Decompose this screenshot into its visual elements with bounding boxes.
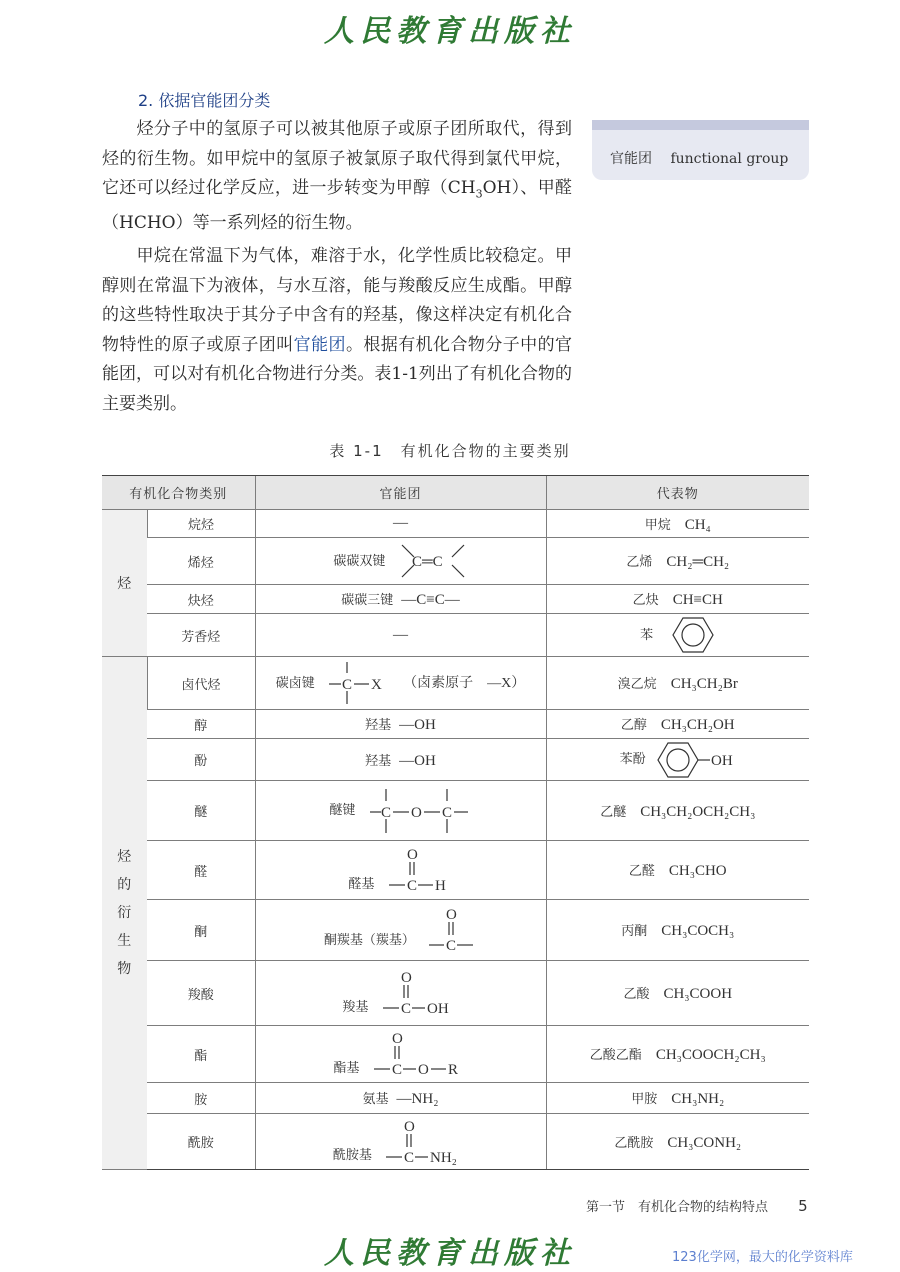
- category-cell: 酯: [147, 1026, 255, 1083]
- category-cell: 醛: [147, 841, 255, 900]
- footer-section-title: 第一节 有机化合物的结构特点: [586, 1200, 769, 1215]
- category-cell: 酰胺: [147, 1114, 255, 1170]
- group-hydrocarbon-derivative: 烃 的 衍 生 物: [102, 657, 147, 1170]
- ether-bond-structure: [368, 786, 472, 836]
- representative-cell: 甲胺 CH₃NH₂: [546, 1083, 809, 1114]
- table-header-row: [102, 476, 809, 510]
- section-title: 2. 依据官能团分类: [138, 91, 271, 110]
- svg-text:O: O: [406, 847, 418, 863]
- classification-table: [102, 475, 809, 1170]
- functional-group-cell: 酯基 O C O R: [255, 1026, 546, 1083]
- representative-cell: 乙酰胺 CH₃CONH₂: [546, 1114, 809, 1170]
- representative-cell: 乙烯 CH₂═CH₂: [546, 538, 809, 585]
- table-row: [102, 1083, 809, 1114]
- functional-group-cell: 羟基 —OH: [255, 710, 546, 739]
- category-cell: 炔烃: [147, 585, 255, 614]
- header-representative: 代表物: [546, 476, 809, 510]
- double-bond-structure: [398, 541, 468, 581]
- paragraph-2: 甲烷在常温下为气体，难溶于水，化学性质比较稳定。甲醇则在常温下为液体，与水互溶，能与羧酸反应生成酯。甲醇的这些特性取决于其分子中含有的羟基，像这样决定有机化合物特性的原子或原子团叫官能团。根据有机化合物分子中的官能团，可以对有机化合物进行分类。表1-1列出了有机化合物的主要类别。: [102, 246, 573, 414]
- svg-text:O: O: [404, 1118, 415, 1135]
- amide-group-structure: [384, 1117, 468, 1167]
- representative-cell: 乙醇 CH₃CH₂OH: [546, 710, 809, 739]
- category-cell: 卤代烃: [147, 657, 255, 710]
- header-category: 有机化合物类别: [102, 476, 255, 510]
- svg-text:X: X: [370, 677, 382, 693]
- svg-text:OH: OH: [426, 1001, 449, 1017]
- svg-text:C: C: [380, 804, 391, 821]
- svg-text:OH: OH: [710, 752, 733, 769]
- representative-cell: 乙酸乙酯 CH₃COOCH₂CH₃: [546, 1026, 809, 1083]
- representative-cell: 苯: [546, 614, 809, 657]
- publisher-logo-top: 人民教育出版社: [324, 14, 576, 49]
- benzene-ring-icon: [671, 616, 715, 654]
- svg-text:O: O: [446, 907, 457, 923]
- representative-cell: 乙炔 CH≡CH: [546, 585, 809, 614]
- category-cell: 酮: [147, 900, 255, 961]
- table-row: [102, 614, 809, 657]
- table-row: [102, 900, 809, 961]
- glossary-term-cn: 官能团: [610, 151, 652, 167]
- glossary-term-en: functional group: [670, 151, 789, 167]
- representative-cell: 甲烷 CH₄: [546, 510, 809, 538]
- svg-text:O: O: [410, 804, 422, 821]
- table-row: [102, 510, 809, 538]
- category-cell: 酚: [147, 739, 255, 781]
- carboxyl-group-structure: [381, 968, 459, 1018]
- svg-text:C: C: [391, 1062, 402, 1078]
- phenol-structure: [656, 741, 736, 779]
- table-row: [102, 1114, 809, 1170]
- functional-group-cell: 羟基 —OH: [255, 739, 546, 781]
- functional-group-cell: —: [255, 510, 546, 538]
- svg-text:NH₂: NH₂: [430, 1149, 457, 1166]
- functional-group-cell: 碳碳双键 C═C: [255, 538, 546, 585]
- table-caption: 表 1-1 有机化合物的主要类别: [329, 442, 571, 460]
- functional-group-cell: 氨基 —NH₂: [255, 1083, 546, 1114]
- table-row: [102, 1026, 809, 1083]
- table-row: [102, 538, 809, 585]
- representative-cell: 乙醛 CH₃CHO: [546, 841, 809, 900]
- svg-text:C: C: [441, 804, 452, 821]
- svg-text:C: C: [404, 1149, 415, 1166]
- functional-group-cell: 酮羰基（羰基） O C: [255, 900, 546, 961]
- functional-group-cell: 羧基 O C OH: [255, 961, 546, 1026]
- page-footer: [586, 1196, 808, 1215]
- category-cell: 醇: [147, 710, 255, 739]
- svg-text:O: O: [391, 1031, 403, 1047]
- carbon-halogen-structure: [327, 660, 393, 706]
- header-functional-group: 官能团: [255, 476, 546, 510]
- paragraph-1: 烃分子中的氢原子可以被其他原子或原子团所取代，得到烃的衍生物。如甲烷中的氢原子被氯原子取代得到氯代甲烷，它还可以经过化学反应，进一步转变为甲醇$(CH_3OH)$、甲醛（HCHO）等一系列烃的衍生物。: [102, 119, 572, 233]
- functional-group-cell: 碳卤键 C X （卤素原子 —X）: [255, 657, 546, 710]
- carbonyl-group-structure: [427, 905, 477, 955]
- group-hydrocarbon: 烃: [102, 510, 147, 657]
- representative-cell: 乙醚 CH₃CH₂OCH₂CH₃: [546, 781, 809, 841]
- representative-cell: 溴乙烷 CH₃CH₂Br: [546, 657, 809, 710]
- functional-group-cell: 碳碳三键 —C≡C—: [255, 585, 546, 614]
- table-row: [102, 739, 809, 781]
- svg-text:C═C: C═C: [411, 554, 443, 570]
- category-cell: 烯烃: [147, 538, 255, 585]
- glossary-sidebox: [592, 120, 809, 180]
- publisher-logo-bottom: 人民教育出版社: [324, 1236, 576, 1271]
- representative-cell: 乙酸 CH₃COOH: [546, 961, 809, 1026]
- table-row: [102, 657, 809, 710]
- table-row: [102, 585, 809, 614]
- svg-text:C: C: [400, 1001, 411, 1017]
- svg-text:R: R: [447, 1062, 458, 1078]
- representative-cell: 丙酮 CH₃COCH₃: [546, 900, 809, 961]
- aldehyde-group-structure: [387, 845, 453, 895]
- functional-group-cell: 酰胺基 O C NH₂: [255, 1114, 546, 1170]
- site-watermark: 123化学网，最大的化学资料库: [672, 1250, 853, 1265]
- svg-text:O: O: [417, 1062, 429, 1078]
- term-functional-group: 官能团: [293, 334, 346, 355]
- functional-group-cell: 醚键 C O C: [255, 781, 546, 841]
- category-cell: 芳香烃: [147, 614, 255, 657]
- ester-group-structure: [372, 1029, 468, 1079]
- category-cell: 烷烃: [147, 510, 255, 538]
- page-number: 5: [798, 1197, 808, 1215]
- svg-text:C: C: [406, 878, 417, 894]
- svg-text:C: C: [446, 938, 457, 954]
- table-row: [102, 710, 809, 739]
- functional-group-cell: 醛基 O C H: [255, 841, 546, 900]
- category-cell: 醚: [147, 781, 255, 841]
- svg-text:C: C: [341, 677, 352, 693]
- table-row: [102, 841, 809, 900]
- svg-text:H: H: [434, 878, 446, 894]
- functional-group-cell: —: [255, 614, 546, 657]
- table-row: [102, 781, 809, 841]
- category-cell: 胺: [147, 1083, 255, 1114]
- category-cell: 羧酸: [147, 961, 255, 1026]
- representative-cell: 苯酚 OH: [546, 739, 809, 781]
- table-row: [102, 961, 809, 1026]
- svg-text:O: O: [400, 970, 412, 986]
